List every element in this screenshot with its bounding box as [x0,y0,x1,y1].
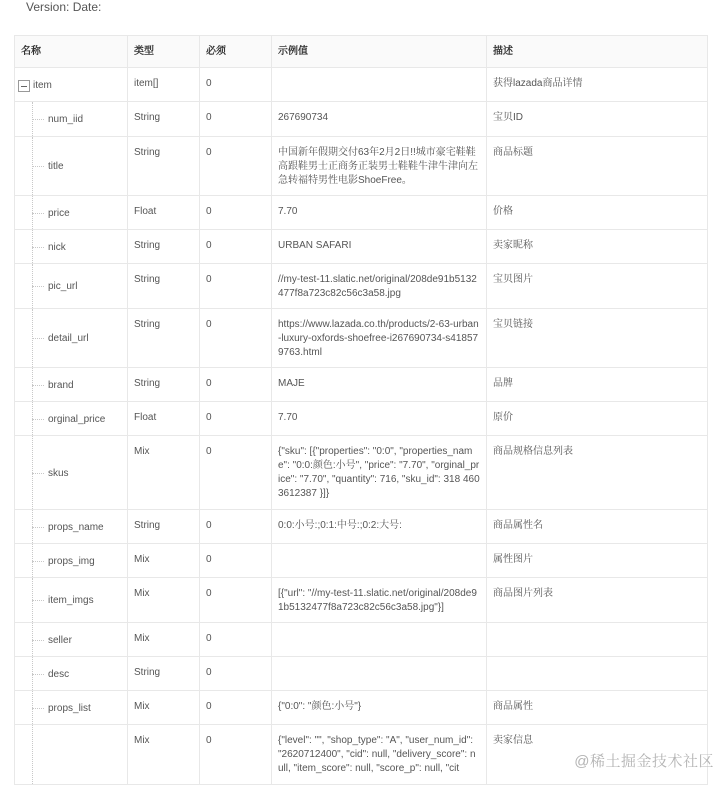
collapse-toggle-icon[interactable] [18,80,30,92]
required-cell: 0 [200,623,272,657]
example-cell: {"level": "", "shop_type": "A", "user_num_id": "2620712400", "cid": null, "delivery_score": null, "item_score": null, "score_p": null, "cit [272,725,487,785]
field-name: orginal_price [48,413,106,425]
column-header-required: 必须 [200,36,272,68]
table-row [15,309,708,368]
table-row [15,691,708,725]
required-cell: 0 [200,578,272,623]
description-cell: 商品属性名 [487,510,708,544]
example-cell: 267690734 [272,102,487,137]
table-row [15,623,708,657]
response-params-table [14,35,708,785]
table-row [15,137,708,196]
example-cell: https://www.lazada.co.th/products/2-63-urban-luxury-oxfords-shoefree-i267690734-s418579763.html [272,309,487,368]
description-cell: 商品规格信息列表 [487,436,708,510]
site-watermark [574,750,714,771]
description-cell: 卖家信息 [487,725,708,785]
type-cell: Mix [128,544,200,578]
table-row [15,368,708,402]
name-cell [15,102,128,137]
type-cell: item[] [128,68,200,102]
name-cell [15,623,128,657]
name-cell [15,436,128,510]
field-name: num_iid [48,114,84,125]
required-cell: 0 [200,368,272,402]
name-cell [15,691,128,725]
name-cell [15,137,128,196]
field-name: price [48,207,70,219]
field-name: brand [48,379,74,391]
field-name: item_imgs [48,595,94,606]
example-cell: 0:0:小号:;0:1:中号:;0:2:大号: [272,510,487,544]
required-cell: 0 [200,102,272,137]
table-row [15,196,708,230]
name-cell [15,578,128,623]
description-cell: 宝贝ID [487,102,708,137]
tree-guide [32,725,33,784]
required-cell: 0 [200,68,272,102]
description-cell: 原价 [487,402,708,436]
field-name: title [48,161,64,172]
field-name: detail_url [48,333,89,344]
example-cell [272,623,487,657]
description-cell: 卖家昵称 [487,230,708,264]
type-cell: Mix [128,623,200,657]
table-header-row [15,36,708,68]
field-name: item [33,80,52,92]
required-cell: 0 [200,230,272,264]
table-row [15,510,708,544]
table-row [15,657,708,691]
required-cell: 0 [200,510,272,544]
description-cell: 商品属性 [487,691,708,725]
description-cell: 宝贝图片 [487,264,708,309]
required-cell: 0 [200,264,272,309]
required-cell: 0 [200,657,272,691]
column-header-name: 名称 [15,36,128,68]
field-name: props_name [48,521,104,533]
description-cell: 属性图片 [487,544,708,578]
example-cell [272,544,487,578]
required-cell: 0 [200,309,272,368]
example-cell: {"0:0": "颜色:小号"} [272,691,487,725]
column-header-example: 示例值 [272,36,487,68]
table-row [15,68,708,102]
name-cell [15,309,128,368]
description-cell: 商品标题 [487,137,708,196]
example-cell: URBAN SAFARI [272,230,487,264]
type-cell: String [128,309,200,368]
field-name: skus [48,467,69,479]
example-cell: 中国新年假期交付63年2月2日!!城市豪宅鞋鞋高跟鞋男士正商务正装男士鞋鞋牛津牛津向左急转福特男性电影ShoeFree。 [272,137,487,196]
type-cell: String [128,102,200,137]
example-cell: 7.70 [272,402,487,436]
name-cell [15,264,128,309]
name-cell [15,725,128,785]
type-cell: Mix [128,691,200,725]
table-row [15,102,708,137]
description-cell: 获得lazada商品详情 [487,68,708,102]
field-name: nick [48,241,66,253]
required-cell: 0 [200,196,272,230]
table-row [15,436,708,510]
description-cell [487,657,708,691]
type-cell: Mix [128,725,200,785]
type-cell: Mix [128,436,200,510]
name-cell [15,544,128,578]
required-cell: 0 [200,691,272,725]
required-cell: 0 [200,725,272,785]
type-cell: String [128,137,200,196]
type-cell: String [128,230,200,264]
description-cell [487,623,708,657]
name-cell [15,657,128,691]
type-cell: Mix [128,578,200,623]
name-cell [15,230,128,264]
field-name: props_img [48,555,95,567]
version-date-line: Version: Date: [26,0,102,14]
required-cell: 0 [200,402,272,436]
description-cell: 品牌 [487,368,708,402]
type-cell: String [128,510,200,544]
type-cell: String [128,264,200,309]
description-cell: 价格 [487,196,708,230]
required-cell: 0 [200,137,272,196]
watermark-text: @稀土掘金技术社区 [574,753,714,770]
field-name: desc [48,668,70,680]
field-name: seller [48,634,72,646]
example-cell: {"sku": [{"properties": "0:0", "properties_name": "0:0:颜色:小号", "price": "7.70", "orginal_price": "7.70", "quantity": 716, "sku_id": 318 4603612387 }]} [272,436,487,510]
table-row [15,264,708,309]
table-row [15,402,708,436]
required-cell: 0 [200,544,272,578]
example-cell: [{"url": "//my-test-11.slatic.net/original/208de91b5132477f8a723c82c56c3a58.jpg"}] [272,578,487,623]
type-cell: Float [128,402,200,436]
column-header-type: 类型 [128,36,200,68]
example-cell: 7.70 [272,196,487,230]
type-cell: String [128,368,200,402]
example-cell [272,657,487,691]
table-row [15,544,708,578]
type-cell: Float [128,196,200,230]
example-cell: //my-test-11.slatic.net/original/208de91b5132477f8a723c82c56c3a58.jpg [272,264,487,309]
field-name: pic_url [48,281,78,292]
description-cell: 宝贝链接 [487,309,708,368]
table-row [15,230,708,264]
table-row [15,578,708,623]
example-cell: MAJE [272,368,487,402]
name-cell [15,402,128,436]
example-cell [272,68,487,102]
name-cell [15,368,128,402]
description-cell: 商品图片列表 [487,578,708,623]
name-cell [15,510,128,544]
field-name: props_list [48,702,91,714]
required-cell: 0 [200,436,272,510]
column-header-description: 描述 [487,36,708,68]
type-cell: String [128,657,200,691]
name-cell [15,196,128,230]
name-cell [15,68,128,102]
